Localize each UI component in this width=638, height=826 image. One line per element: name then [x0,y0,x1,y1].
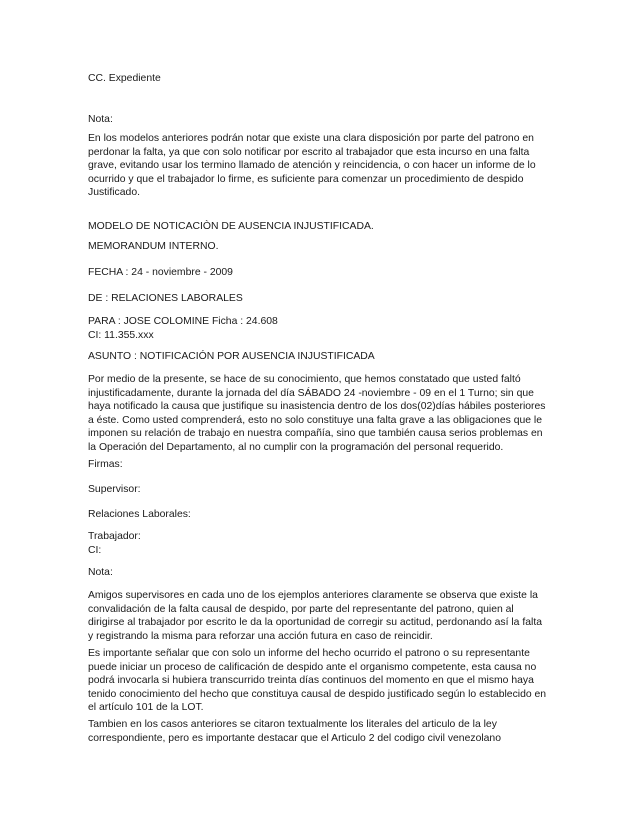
ci-line: CI: 11.355.xxx [88,329,154,341]
body-paragraph-1 [88,373,553,455]
nota-paragraph [88,132,553,200]
text-line: podrá invocarla si hubiera transcurrido treinta días continuos del momento en que el mismo haya [88,675,534,687]
text-line: y registrando la misma para reforzar una acción futura en caso de reincidir. [88,630,433,642]
fecha-line: FECHA : 24 - noviembre - 2009 [88,267,233,278]
relaciones-label: Relaciones Laborales: [88,509,191,520]
text-line: Amigos supervisores en cada uno de los ejemplos anteriores claramente se observa que existe la [88,590,538,601]
text-line: el artículo 101 de la LOT. [88,702,204,714]
cc-line: CC. Expediente [88,73,161,84]
text-line: Justificado. [88,187,140,199]
nota-paragraph-2 [88,589,553,643]
text-line: ocurrido y que el trabajador lo firme, es suficiente para comenzar un procedimiento de despido [88,173,524,185]
text-line: Es importante señalar que con solo un informe del hecho ocurrido el patrono o su representante [88,648,530,659]
para-block [88,315,553,342]
text-line: Tambien en los casos anteriores se citaron textualmente los literales del articulo de la ley [88,719,497,730]
firmas-label: Firmas: [88,459,123,470]
text-line: dirigirse al trabajador por escrito le da la oportunidad de corregir su actitud, perdonando así la falta [88,617,542,629]
memo-title: MEMORANDUM INTERNO. [88,241,219,252]
text-line: injustificadamente, durante la jornada del día SÁBADO 24 -noviembre - 09 en el 1 Turno; sin que [88,387,534,399]
text-line: correspondiente, pero es importante destacar que el Articulo 2 del codigo civil venezolano [88,732,501,744]
text-line: tenido conocimiento del hecho que constituya causal de despido justificado según lo establecido en [88,688,547,700]
body-paragraph-3 [88,718,553,745]
ci-label: CI: [88,544,102,556]
de-line: DE : RELACIONES LABORALES [88,293,243,304]
body-paragraph-2 [88,647,553,715]
modelo-title: MODELO DE NOTICACIÒN DE AUSENCIA INJUSTIFICADA. [88,221,374,232]
text-line: imponen su relación de trabajo en nuestra compañía, sino que también causa serios problemas en [88,428,543,440]
text-line: la Operación del Departamento, al no cumplir con la programación del personal requerido. [88,441,504,453]
nota-label-2: Nota: [88,567,113,578]
trabajador-block [88,530,553,557]
text-line: haya notificado la causa que justifique su inasistencia dentro de los dos(02)días hábiles posteriores [88,401,546,413]
para-line: PARA : JOSE COLOMINE Ficha : 24.608 [88,316,278,327]
nota-label: Nota: [88,114,113,125]
text-line: puede iniciar un proceso de calificación de despido ante el organismo competente, esta causa no [88,661,537,673]
supervisor-label: Supervisor: [88,484,141,495]
trabajador-label: Trabajador: [88,531,141,542]
text-line: En los modelos anteriores podrán notar que existe una clara disposición por parte del patrono en [88,133,534,144]
text-line: convalidación de la falta causal de despido, por parte del representante del patrono, quien al [88,603,514,615]
text-line: Por medio de la presente, se hace de su conocimiento, que hemos constatado que usted faltó [88,374,521,385]
text-line: grave, evitando usar los termino llamado de atención y reincidencia, o con hacer un informe de lo [88,160,536,172]
text-line: perdonar la falta, ya que con solo notificar por escrito al trabajador que esta incurso en una falta [88,146,530,158]
asunto-line: ASUNTO : NOTIFICACIÓN POR AUSENCIA INJUSTIFICADA [88,351,375,362]
text-line: a éste. Como usted comprenderá, esto no solo constituye una falta grave a las obligaciones que le [88,414,543,426]
